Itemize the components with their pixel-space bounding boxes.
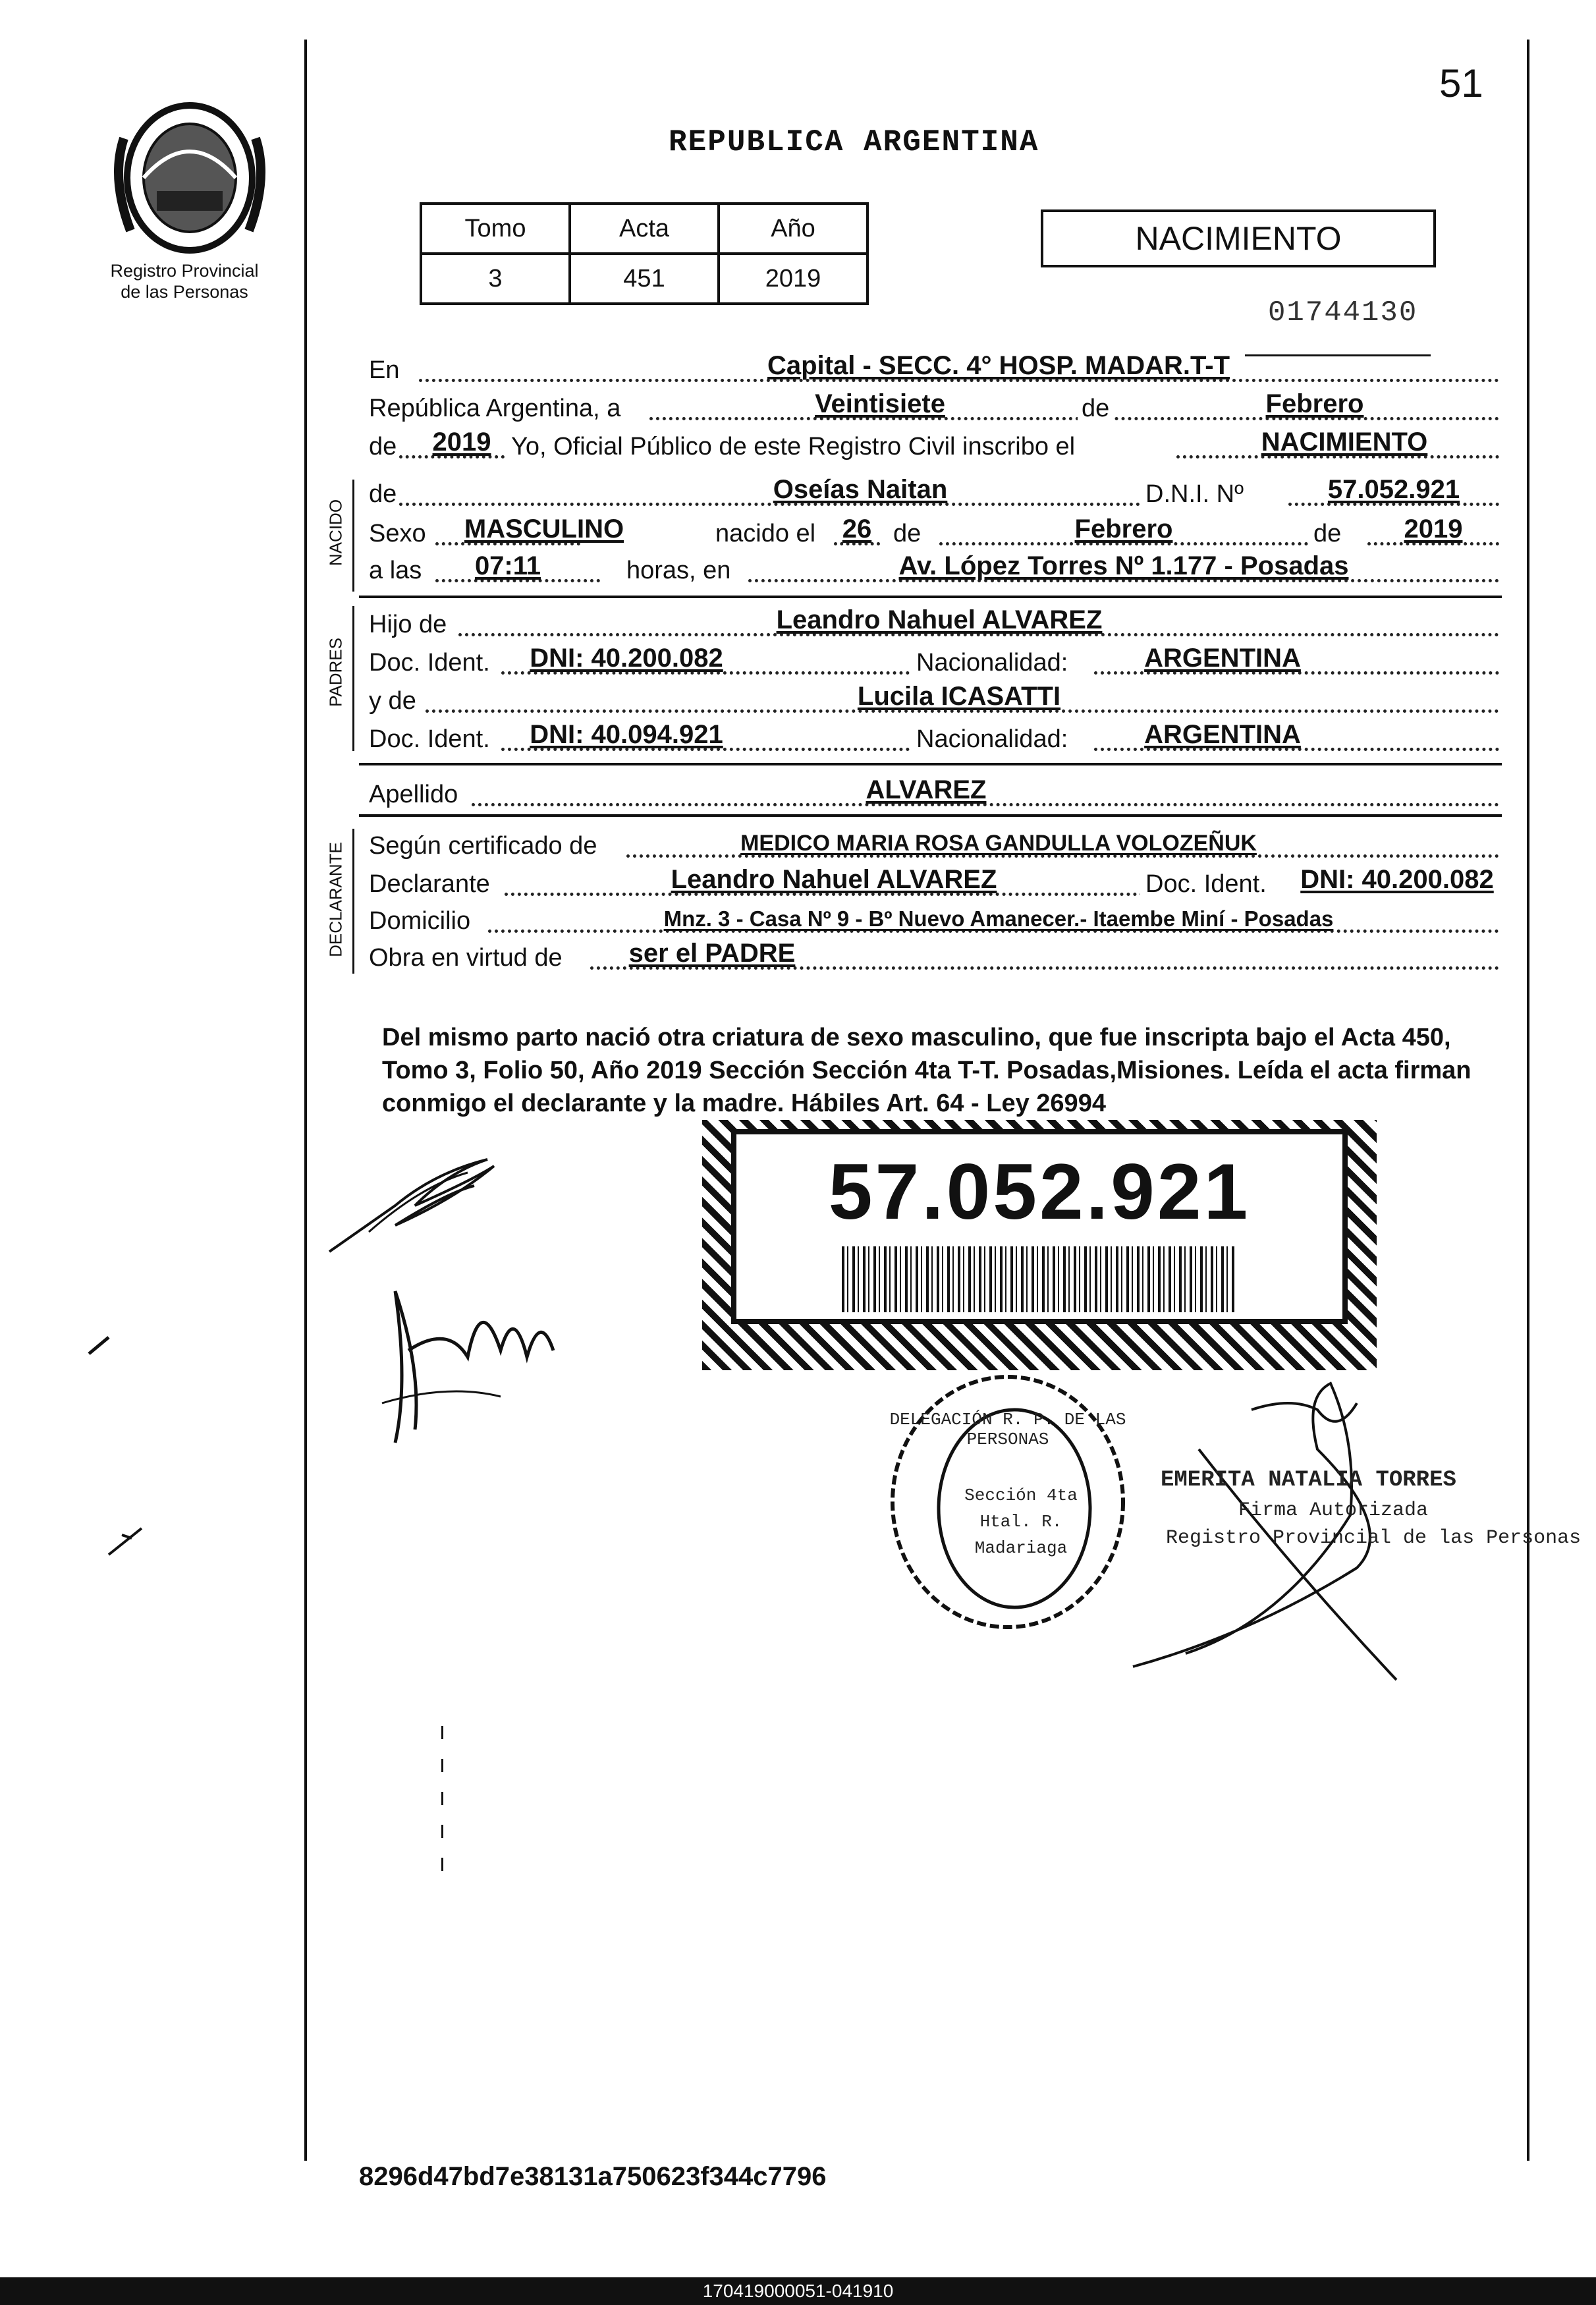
serial-number: 01744130: [1268, 296, 1418, 329]
stamp-ring-text: DELEGACIÓN R. P. DE LAS PERSONAS: [889, 1410, 1126, 1449]
value-birth-month: Febrero: [1074, 514, 1173, 543]
header-acta: Acta: [570, 204, 719, 254]
label-de-3: de: [1308, 520, 1346, 548]
value-father-doc: DNI: 40.200.082: [530, 644, 723, 673]
side-label-declarante: DECLARANTE: [325, 842, 346, 957]
right-margin-line: [1527, 40, 1529, 2161]
label-nacido-el: nacido el: [715, 520, 816, 547]
row-apellido: [366, 775, 1499, 812]
label-y-de: y de: [369, 687, 416, 715]
value-child-name: Oseías Naitan: [773, 475, 948, 504]
registry-table: [420, 202, 869, 305]
row-father-doc: [366, 643, 1499, 680]
row-republica: [366, 389, 1499, 426]
margin-mark-2: [105, 1515, 145, 1561]
row-y-de: [366, 681, 1499, 718]
value-obra: ser el PADRE: [628, 939, 796, 968]
row-nacido-nombre: [366, 474, 1499, 511]
label-dni: D.N.I. Nº: [1140, 480, 1249, 509]
label-sexo: Sexo: [369, 520, 426, 547]
padres-bracket: [352, 606, 354, 751]
label-father-nat: Nacionalidad:: [916, 649, 1068, 677]
official-name: EMERITA NATALIA TORRES: [1161, 1468, 1456, 1493]
label-a-las: a las: [369, 557, 422, 584]
stamp-inner-text: Sección 4ta Htal. R. Madariaga: [964, 1486, 1078, 1558]
logo-caption-line1: Registro Provincial: [110, 261, 259, 281]
label-de-month: de: [1078, 395, 1113, 423]
signature-madre: [369, 1252, 566, 1449]
label-certificado: Según certificado de: [369, 832, 597, 860]
row-year: [366, 427, 1499, 464]
document-title: REPUBLICA ARGENTINA: [669, 125, 1039, 159]
separator-padres: [359, 763, 1502, 765]
value-certificado: MEDICO MARIA ROSA GANDULLA VOLOZEÑUK: [740, 831, 1257, 856]
footer-id: 170419000051-041910: [702, 2281, 894, 2301]
value-month: Febrero: [1265, 389, 1364, 418]
row-nacido-hora: [366, 551, 1499, 588]
value-father-nat: ARGENTINA: [1144, 644, 1301, 673]
label-inscribo: Yo, Oficial Público de este Registro Civil inscribo el: [511, 433, 1076, 460]
row-hijo-de: [366, 605, 1499, 642]
header-ano: Año: [719, 204, 867, 254]
registration-note: Del mismo parto nació otra criatura de sexo masculino, que fue inscripta bajo el Acta 450, Tomo 3, Folio 50, Año 2019 Sección Sección 4ta T-T. Posadas,Misiones. Leída el acta firman conmigo el declarante y la madre. Hábiles Art. 64 - Ley 26994: [382, 1024, 1472, 1117]
header-tomo: Tomo: [421, 204, 570, 254]
misiones-seal-logo: [111, 99, 269, 257]
value-ano: 2019: [719, 254, 867, 304]
value-child-dni: 57.052.921: [1327, 475, 1460, 504]
label-de-name: de: [369, 480, 397, 508]
side-label-nacido: NACIDO: [325, 499, 346, 567]
label-de-year: de: [369, 433, 397, 460]
value-father: Leandro Nahuel ALVAREZ: [776, 605, 1103, 634]
label-mother-nat: Nacionalidad:: [916, 725, 1068, 753]
separator-nacido: [359, 596, 1502, 598]
document-hash: 8296d47bd7e38131a750623f344c7796: [359, 2162, 827, 2191]
row-mother-doc: [366, 719, 1499, 756]
footer-id-bar: [0, 2277, 1596, 2305]
sticker-dni-number: 57.052.921: [828, 1148, 1251, 1236]
label-decl-doc: Doc. Ident.: [1140, 870, 1272, 899]
margin-mark-1: [86, 1331, 112, 1357]
value-mother: Lucila ICASATTI: [857, 682, 1061, 711]
value-acta: 451: [570, 254, 719, 304]
value-tomo: 3: [421, 254, 570, 304]
dni-sticker: [731, 1129, 1348, 1324]
label-obra: Obra en virtud de: [369, 944, 563, 972]
label-horas: horas, en: [626, 557, 731, 584]
label-de-2: de: [893, 520, 922, 547]
value-declarante: Leandro Nahuel ALVAREZ: [671, 865, 997, 894]
signature-declarante: [316, 1146, 514, 1258]
nacido-bracket: [352, 480, 354, 592]
page-number: 51: [1439, 61, 1483, 105]
value-birth-year: 2019: [1404, 514, 1463, 543]
value-time: 07:11: [474, 551, 541, 580]
separator-apellido: [359, 814, 1502, 817]
act-type: NACIMIENTO: [1135, 220, 1342, 257]
value-day-words: Veintisiete: [815, 389, 945, 418]
value-act: NACIMIENTO: [1261, 428, 1428, 457]
left-margin-line: [304, 40, 307, 2161]
row-obra: [366, 938, 1499, 975]
value-en: Capital - SECC. 4° HOSP. MADAR.T-T: [767, 351, 1230, 380]
label-domicilio: Domicilio: [369, 907, 471, 935]
label-en: En: [369, 356, 400, 384]
row-certificado: [366, 826, 1499, 863]
value-domicilio: Mnz. 3 - Casa Nº 9 - Bº Nuevo Amanecer.- Itaembe Miní - Posadas: [663, 906, 1334, 931]
label-father-doc: Doc. Ident.: [369, 649, 490, 677]
value-place: Av. López Torres Nº 1.177 - Posadas: [898, 551, 1349, 580]
declarante-bracket: [352, 829, 354, 974]
row-nacido-sexo: [366, 514, 1499, 551]
value-apellido: ALVAREZ: [866, 775, 987, 804]
label-republica: República Argentina, a: [369, 395, 621, 422]
label-mother-doc: Doc. Ident.: [369, 725, 490, 753]
act-type-box: [1041, 209, 1436, 267]
label-hijo-de: Hijo de: [369, 611, 447, 638]
official-title: Firma Autorizada: [1238, 1499, 1429, 1522]
value-sexo: MASCULINO: [464, 514, 624, 543]
logo-caption: [86, 260, 283, 302]
value-day: 26: [842, 514, 872, 543]
barcode: [842, 1246, 1237, 1312]
row-domicilio: [366, 901, 1499, 938]
value-mother-nat: ARGENTINA: [1144, 720, 1301, 749]
logo-caption-line2: de las Personas: [121, 282, 248, 302]
value-year: 2019: [432, 428, 491, 457]
side-label-padres: PADRES: [325, 638, 346, 707]
value-mother-doc: DNI: 40.094.921: [530, 720, 723, 749]
dash-marks: [441, 1726, 443, 1871]
label-apellido: Apellido: [369, 781, 458, 808]
official-office: Registro Provincial de las Personas: [1166, 1527, 1582, 1549]
row-en: [366, 350, 1499, 387]
value-decl-doc: DNI: 40.200.082: [1300, 865, 1494, 894]
row-declarante: [366, 864, 1499, 901]
label-declarante: Declarante: [369, 870, 490, 898]
